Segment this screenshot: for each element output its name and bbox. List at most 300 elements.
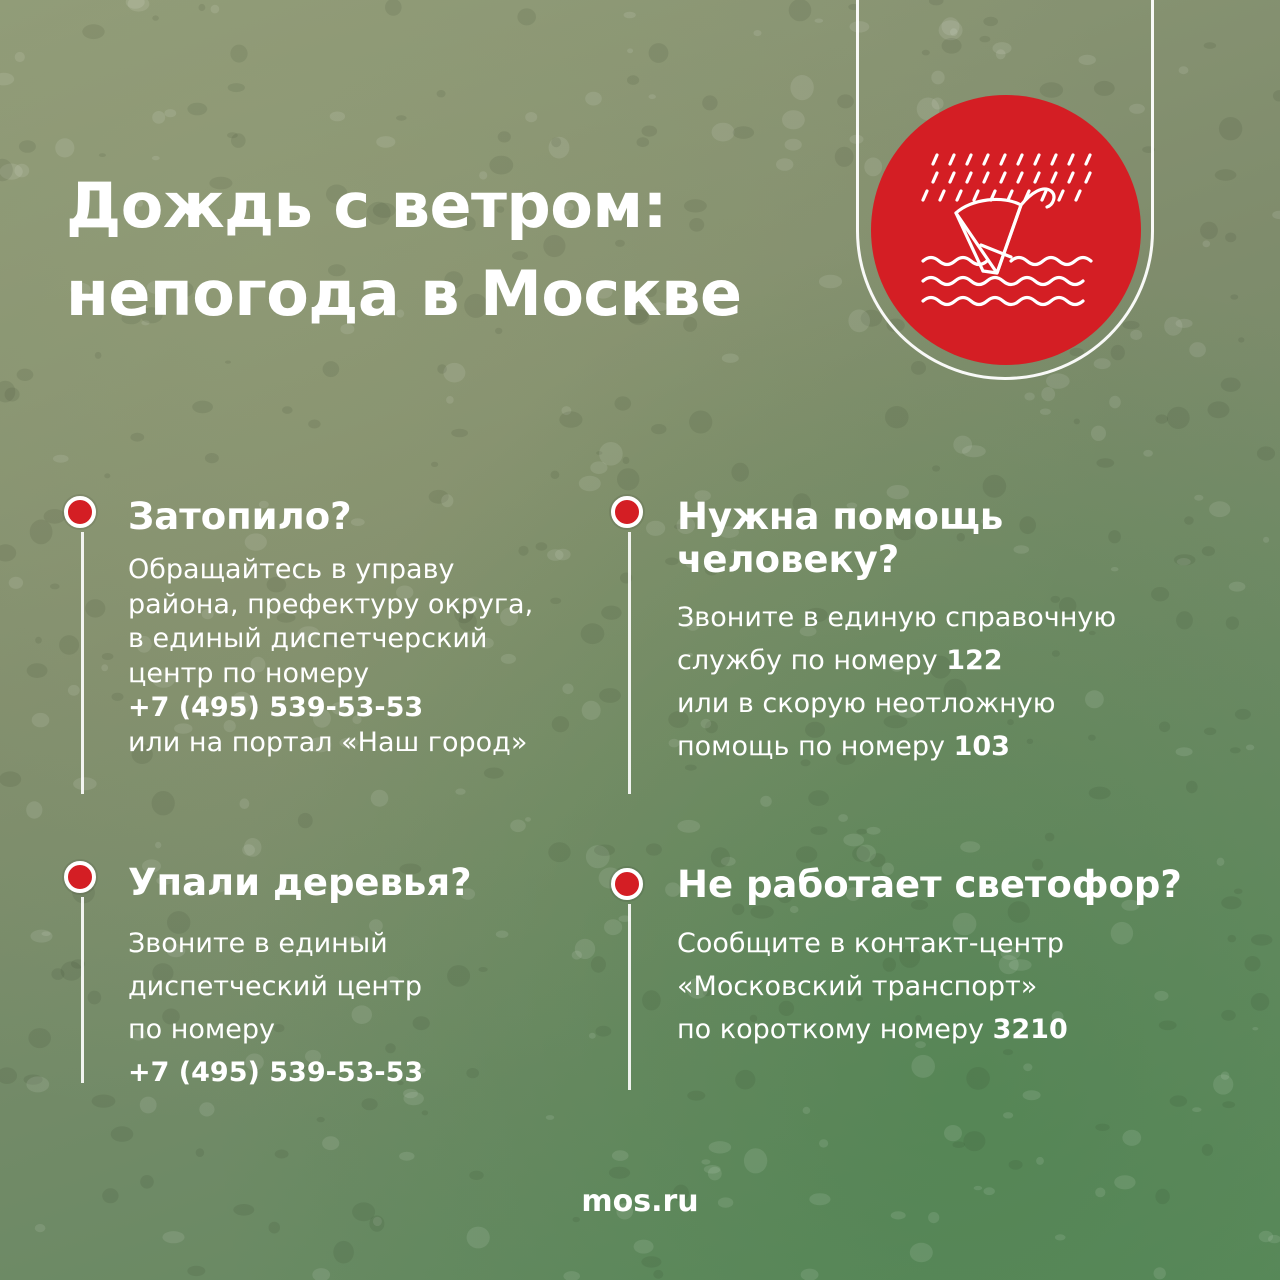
raindrop [789, 0, 812, 21]
raindrop [187, 103, 207, 116]
raindrop [1192, 1107, 1201, 1112]
rain-streak [967, 155, 971, 164]
raindrop [866, 827, 880, 835]
raindrop [85, 599, 105, 617]
rain-streak [1018, 173, 1022, 182]
raindrop [1263, 537, 1269, 543]
rain-streak [923, 191, 927, 200]
raindrop [112, 693, 124, 701]
raindrop [0, 544, 16, 561]
raindrop [744, 1148, 767, 1173]
raindrop [848, 309, 870, 332]
raindrop [776, 158, 793, 171]
rain-streak [1042, 191, 1046, 200]
raindrop [1176, 747, 1193, 756]
raindrop [102, 653, 114, 660]
raindrop [199, 4, 206, 11]
title-line: человеку? [677, 538, 900, 581]
raindrop [1235, 709, 1251, 720]
text-line: Обращайтесь в управу [128, 554, 455, 585]
rain-streak [950, 173, 954, 182]
raindrop [1111, 922, 1133, 945]
help-person-text [677, 596, 1116, 768]
raindrop [225, 361, 231, 364]
raindrop [1046, 373, 1070, 388]
raindrop [1014, 545, 1030, 554]
raindrop [963, 1131, 985, 1151]
raindrop [712, 123, 735, 142]
raindrop [1229, 582, 1246, 592]
phone-number: +7 (495) 539-53-53 [128, 1057, 424, 1088]
raindrop [152, 156, 160, 160]
raindrop [30, 520, 53, 545]
rain-umbrella-water-icon [871, 95, 1141, 365]
raindrop [819, 275, 842, 289]
raindrop [1228, 935, 1237, 942]
text-line [677, 1008, 1068, 1051]
raindrop [960, 841, 980, 852]
raindrop [50, 584, 60, 590]
raindrop [82, 24, 104, 39]
rain-streak [1069, 155, 1073, 164]
raindrop [1089, 787, 1111, 800]
raindrop [1221, 1010, 1236, 1021]
rain-streak [1035, 173, 1039, 182]
raindrop [1154, 1267, 1166, 1279]
raindrop [1184, 516, 1194, 525]
raindrop [1272, 211, 1280, 219]
raindrop [230, 45, 247, 63]
raindrop [885, 406, 909, 428]
text-line: Сообщите в контакт-центр [677, 928, 1064, 959]
raindrop [623, 457, 630, 464]
block-marker-dot [611, 496, 643, 528]
raindrop [231, 133, 246, 148]
raindrop [35, 637, 42, 644]
raindrop [1221, 378, 1241, 392]
raindrop [111, 1126, 134, 1142]
raindrop [733, 126, 754, 139]
raindrop [782, 110, 805, 129]
raindrop [1036, 1157, 1044, 1165]
text-line: «Московский транспорт» [677, 971, 1038, 1002]
raindrop [1208, 401, 1230, 418]
raindrop [396, 115, 407, 120]
raindrop [333, 1241, 354, 1264]
raindrop [446, 396, 454, 404]
fallen-trees-text [128, 922, 423, 1094]
raindrop [815, 19, 824, 23]
raindrop [152, 791, 175, 815]
raindrop [479, 967, 488, 972]
raindrop [101, 664, 108, 671]
raindrop [642, 126, 658, 137]
raindrop [754, 30, 762, 36]
raindrop [604, 919, 622, 935]
raindrop [399, 1152, 414, 1161]
raindrop [1122, 1130, 1141, 1146]
raindrop [1143, 450, 1153, 457]
raindrop [546, 1115, 554, 1120]
raindrop [351, 518, 365, 526]
raindrop [803, 1107, 811, 1114]
raindrop [750, 905, 773, 918]
raindrop [599, 688, 621, 703]
raindrop [1096, 458, 1114, 467]
raindrop [1170, 1095, 1187, 1106]
raindrop [649, 94, 656, 99]
title-line: Нужна помощь [677, 495, 1004, 538]
raindrop [55, 138, 74, 157]
raindrop [932, 465, 940, 471]
raindrop [1200, 222, 1218, 240]
raindrop [484, 768, 504, 779]
raindrop [562, 684, 573, 695]
raindrop [555, 549, 571, 561]
raindrop [431, 462, 438, 467]
block-marker-dot [64, 861, 96, 893]
raindrop [422, 1110, 428, 1115]
weather-badge [871, 95, 1141, 365]
text-line: или на портал «Наш город» [128, 726, 528, 758]
raindrop [612, 1150, 629, 1161]
rain-streak [950, 155, 954, 164]
raindrop [649, 43, 669, 63]
text-line [677, 725, 1116, 768]
raindrop [1176, 319, 1193, 328]
raindrop [579, 476, 601, 491]
raindrop [1023, 1090, 1041, 1100]
raindrop [796, 846, 817, 863]
raindrop [1154, 991, 1168, 1001]
raindrop [552, 716, 569, 732]
raindrop [646, 521, 665, 536]
raindrop [1194, 495, 1203, 501]
raindrop [73, 777, 97, 790]
fallen-trees-title: Упали деревья? [128, 861, 472, 904]
raindrop [1221, 896, 1241, 909]
raindrop [1019, 516, 1036, 534]
raindrop [1204, 728, 1216, 736]
raindrop [498, 131, 511, 142]
raindrop [594, 845, 615, 856]
raindrop [582, 701, 601, 720]
raindrop [1226, 617, 1239, 630]
raindrop [9, 577, 23, 589]
raindrop [1230, 747, 1241, 753]
raindrop [911, 1055, 935, 1078]
raindrop [385, 0, 402, 16]
raindrop [88, 991, 102, 1005]
rain-streak [1008, 191, 1012, 200]
rain-streak [940, 191, 944, 200]
raindrop [466, 1068, 479, 1078]
rain-streak [984, 155, 988, 164]
raindrop [469, 1171, 483, 1180]
raindrop [1273, 90, 1280, 101]
raindrop [1186, 781, 1198, 793]
raindrop [371, 790, 389, 807]
block-divider-line [628, 904, 631, 1090]
raindrop [910, 1243, 933, 1263]
traffic-light-title: Не работает светофор? [677, 863, 1182, 906]
raindrop [646, 843, 662, 855]
raindrop [689, 411, 712, 434]
raindrop [634, 1240, 654, 1254]
raindrop [362, 1098, 378, 1110]
raindrop [298, 813, 313, 828]
raindrop [642, 990, 661, 1010]
raindrop [819, 1139, 828, 1147]
raindrop [1246, 745, 1254, 751]
raindrop [1257, 446, 1275, 460]
raindrop [92, 1095, 116, 1108]
raindrop [1003, 1112, 1013, 1118]
raindrop [1176, 611, 1193, 629]
rain-streak [1052, 173, 1056, 182]
raindrop [35, 1224, 46, 1232]
raindrop [1189, 342, 1206, 357]
raindrop [28, 1028, 51, 1048]
raindrop [1230, 294, 1238, 299]
raindrop [856, 829, 867, 835]
raindrop [596, 1026, 612, 1037]
text-line: по номеру [128, 1014, 276, 1045]
raindrop [1202, 1144, 1213, 1156]
raindrop [811, 826, 828, 835]
phone-number: 103 [953, 731, 1010, 762]
raindrop [467, 1227, 490, 1249]
raindrop [155, 842, 161, 849]
raindrop [651, 424, 666, 434]
rain-streak [1086, 155, 1090, 164]
raindrop [95, 352, 102, 359]
raindrop [1109, 396, 1121, 409]
raindrop [709, 1141, 732, 1153]
block-marker-dot [611, 868, 643, 900]
block-divider-line [81, 532, 84, 794]
raindrop [211, 5, 220, 14]
raindrop [1151, 587, 1169, 601]
raindrop [704, 1165, 721, 1174]
raindrop [376, 136, 395, 148]
raindrop [496, 931, 509, 938]
raindrop [1055, 1234, 1066, 1240]
raindrop [1202, 546, 1215, 556]
raindrop [240, 798, 250, 809]
raindrop [1217, 858, 1225, 866]
raindrop [1209, 501, 1230, 517]
text-fragment: по короткому номеру [677, 1014, 993, 1045]
raindrop [1159, 1021, 1177, 1031]
block-divider-line [628, 532, 631, 794]
raindrop [702, 95, 717, 110]
raindrop [735, 1070, 755, 1090]
raindrop [790, 75, 813, 100]
raindrop [0, 73, 14, 86]
raindrop [152, 15, 159, 20]
raindrop [59, 635, 79, 655]
raindrop [581, 623, 605, 644]
raindrop [1203, 240, 1211, 247]
raindrop [687, 1091, 705, 1101]
rain-streak [1059, 191, 1063, 200]
raindrop [68, 685, 80, 696]
raindrop [1234, 889, 1243, 895]
raindrop [525, 817, 531, 822]
raindrop [966, 1067, 990, 1090]
flooding-text [128, 553, 533, 760]
raindrop [551, 137, 561, 147]
page-title [66, 162, 742, 338]
title-line-2: непогода в Москве [66, 257, 742, 330]
rain-streak [1018, 155, 1022, 164]
raindrop [627, 48, 633, 53]
raindrop [609, 1167, 630, 1179]
raindrop [701, 1159, 710, 1164]
raindrop [1074, 419, 1080, 425]
raindrop [308, 420, 320, 429]
rain-streak [984, 173, 988, 182]
raindrop [1225, 233, 1236, 243]
raindrop [808, 790, 829, 806]
raindrop [572, 951, 582, 960]
raindrop [525, 112, 537, 122]
raindrop [1108, 530, 1121, 543]
text-line: Звоните в единый [128, 928, 388, 959]
raindrop [1252, 1027, 1258, 1030]
raindrop [192, 401, 213, 414]
raindrop [953, 436, 972, 454]
raindrop [1204, 42, 1216, 49]
rain-streak [1001, 173, 1005, 182]
raindrop [641, 1256, 661, 1267]
raindrop [843, 834, 864, 847]
title-line-1: Дождь с ветром: [66, 169, 667, 242]
text-line: в единый диспетчерский [128, 623, 488, 654]
raindrop [837, 94, 854, 108]
phone-number: 3210 [992, 1014, 1068, 1045]
raindrop [312, 1268, 330, 1280]
raindrop [1095, 1124, 1109, 1131]
flooding-title: Затопило? [128, 495, 352, 538]
raindrop [443, 363, 465, 383]
raindrop [1155, 414, 1168, 423]
raindrop [1222, 1101, 1235, 1108]
raindrop [205, 453, 219, 463]
raindrop [731, 463, 749, 482]
raindrop [1159, 722, 1170, 733]
raindrop [1023, 1063, 1032, 1071]
block-marker-dot [64, 496, 96, 528]
raindrop [99, 153, 106, 157]
raindrop [17, 369, 34, 381]
raindrop [437, 364, 447, 374]
rain-streak [1035, 155, 1039, 164]
raindrop [801, 1269, 819, 1280]
raindrop [282, 406, 293, 414]
raindrop [0, 771, 21, 787]
rain-streak [1086, 173, 1090, 182]
raindrop [330, 112, 345, 122]
raindrop [31, 930, 53, 943]
text-line: района, префектуру округа, [128, 588, 534, 620]
text-fragment: службу по номеру [677, 645, 947, 676]
raindrop [164, 109, 176, 117]
raindrop [437, 90, 446, 97]
raindrop [589, 1033, 596, 1039]
raindrop [835, 147, 854, 167]
raindrop [187, 1266, 205, 1276]
raindrop [26, 1076, 49, 1092]
raindrop [536, 542, 548, 550]
raindrop [585, 92, 602, 106]
rain-streak [933, 173, 937, 182]
phone-number: 122 [946, 645, 1003, 676]
text-line: диспетческий центр [128, 971, 422, 1002]
raindrop [1111, 567, 1119, 571]
raindrop [517, 8, 536, 25]
raindrop [1238, 337, 1244, 342]
raindrop [944, 1125, 962, 1141]
raindrop [27, 663, 48, 678]
raindrop [617, 468, 639, 490]
rain-streak [1001, 155, 1005, 164]
help-person-title [677, 495, 1003, 581]
rain-streak [1052, 155, 1056, 164]
rain-streak [933, 155, 937, 164]
traffic-light-text [677, 922, 1068, 1051]
raindrop [317, 1117, 325, 1122]
raindrop [591, 956, 606, 972]
raindrop [0, 1067, 17, 1084]
raindrop [275, 1150, 289, 1159]
rain-streak [1076, 191, 1080, 200]
footer-site-link[interactable]: mos.ru [581, 1184, 699, 1219]
raindrop [852, 846, 870, 862]
raindrop [785, 139, 802, 151]
raindrop [627, 75, 639, 85]
raindrop [140, 1097, 157, 1114]
raindrop [1041, 387, 1055, 401]
raindrop [838, 814, 848, 822]
raindrop [1251, 993, 1270, 1011]
raindrop [447, 965, 470, 987]
raindrop [790, 906, 799, 913]
raindrop [1024, 393, 1034, 401]
raindrop [196, 1148, 204, 1157]
raindrop [244, 838, 262, 857]
raindrop [441, 494, 453, 507]
raindrop [32, 713, 50, 727]
raindrop [163, 1231, 185, 1243]
text-line: центр по номеру [128, 657, 370, 689]
text-line: или в скорую неотложную [677, 688, 1056, 719]
raindrop [1219, 117, 1242, 140]
raindrop [19, 140, 36, 153]
raindrop [61, 961, 83, 980]
raindrop [1174, 554, 1196, 565]
raindrop [104, 473, 110, 478]
raindrop [199, 1102, 214, 1116]
raindrop [455, 788, 465, 794]
raindrop [953, 1141, 965, 1148]
raindrop [451, 429, 468, 438]
rain-streak [967, 173, 971, 182]
raindrop [1213, 1074, 1233, 1094]
phone-number: +7 (495) 539-53-53 [128, 692, 424, 723]
raindrop [1215, 169, 1237, 180]
